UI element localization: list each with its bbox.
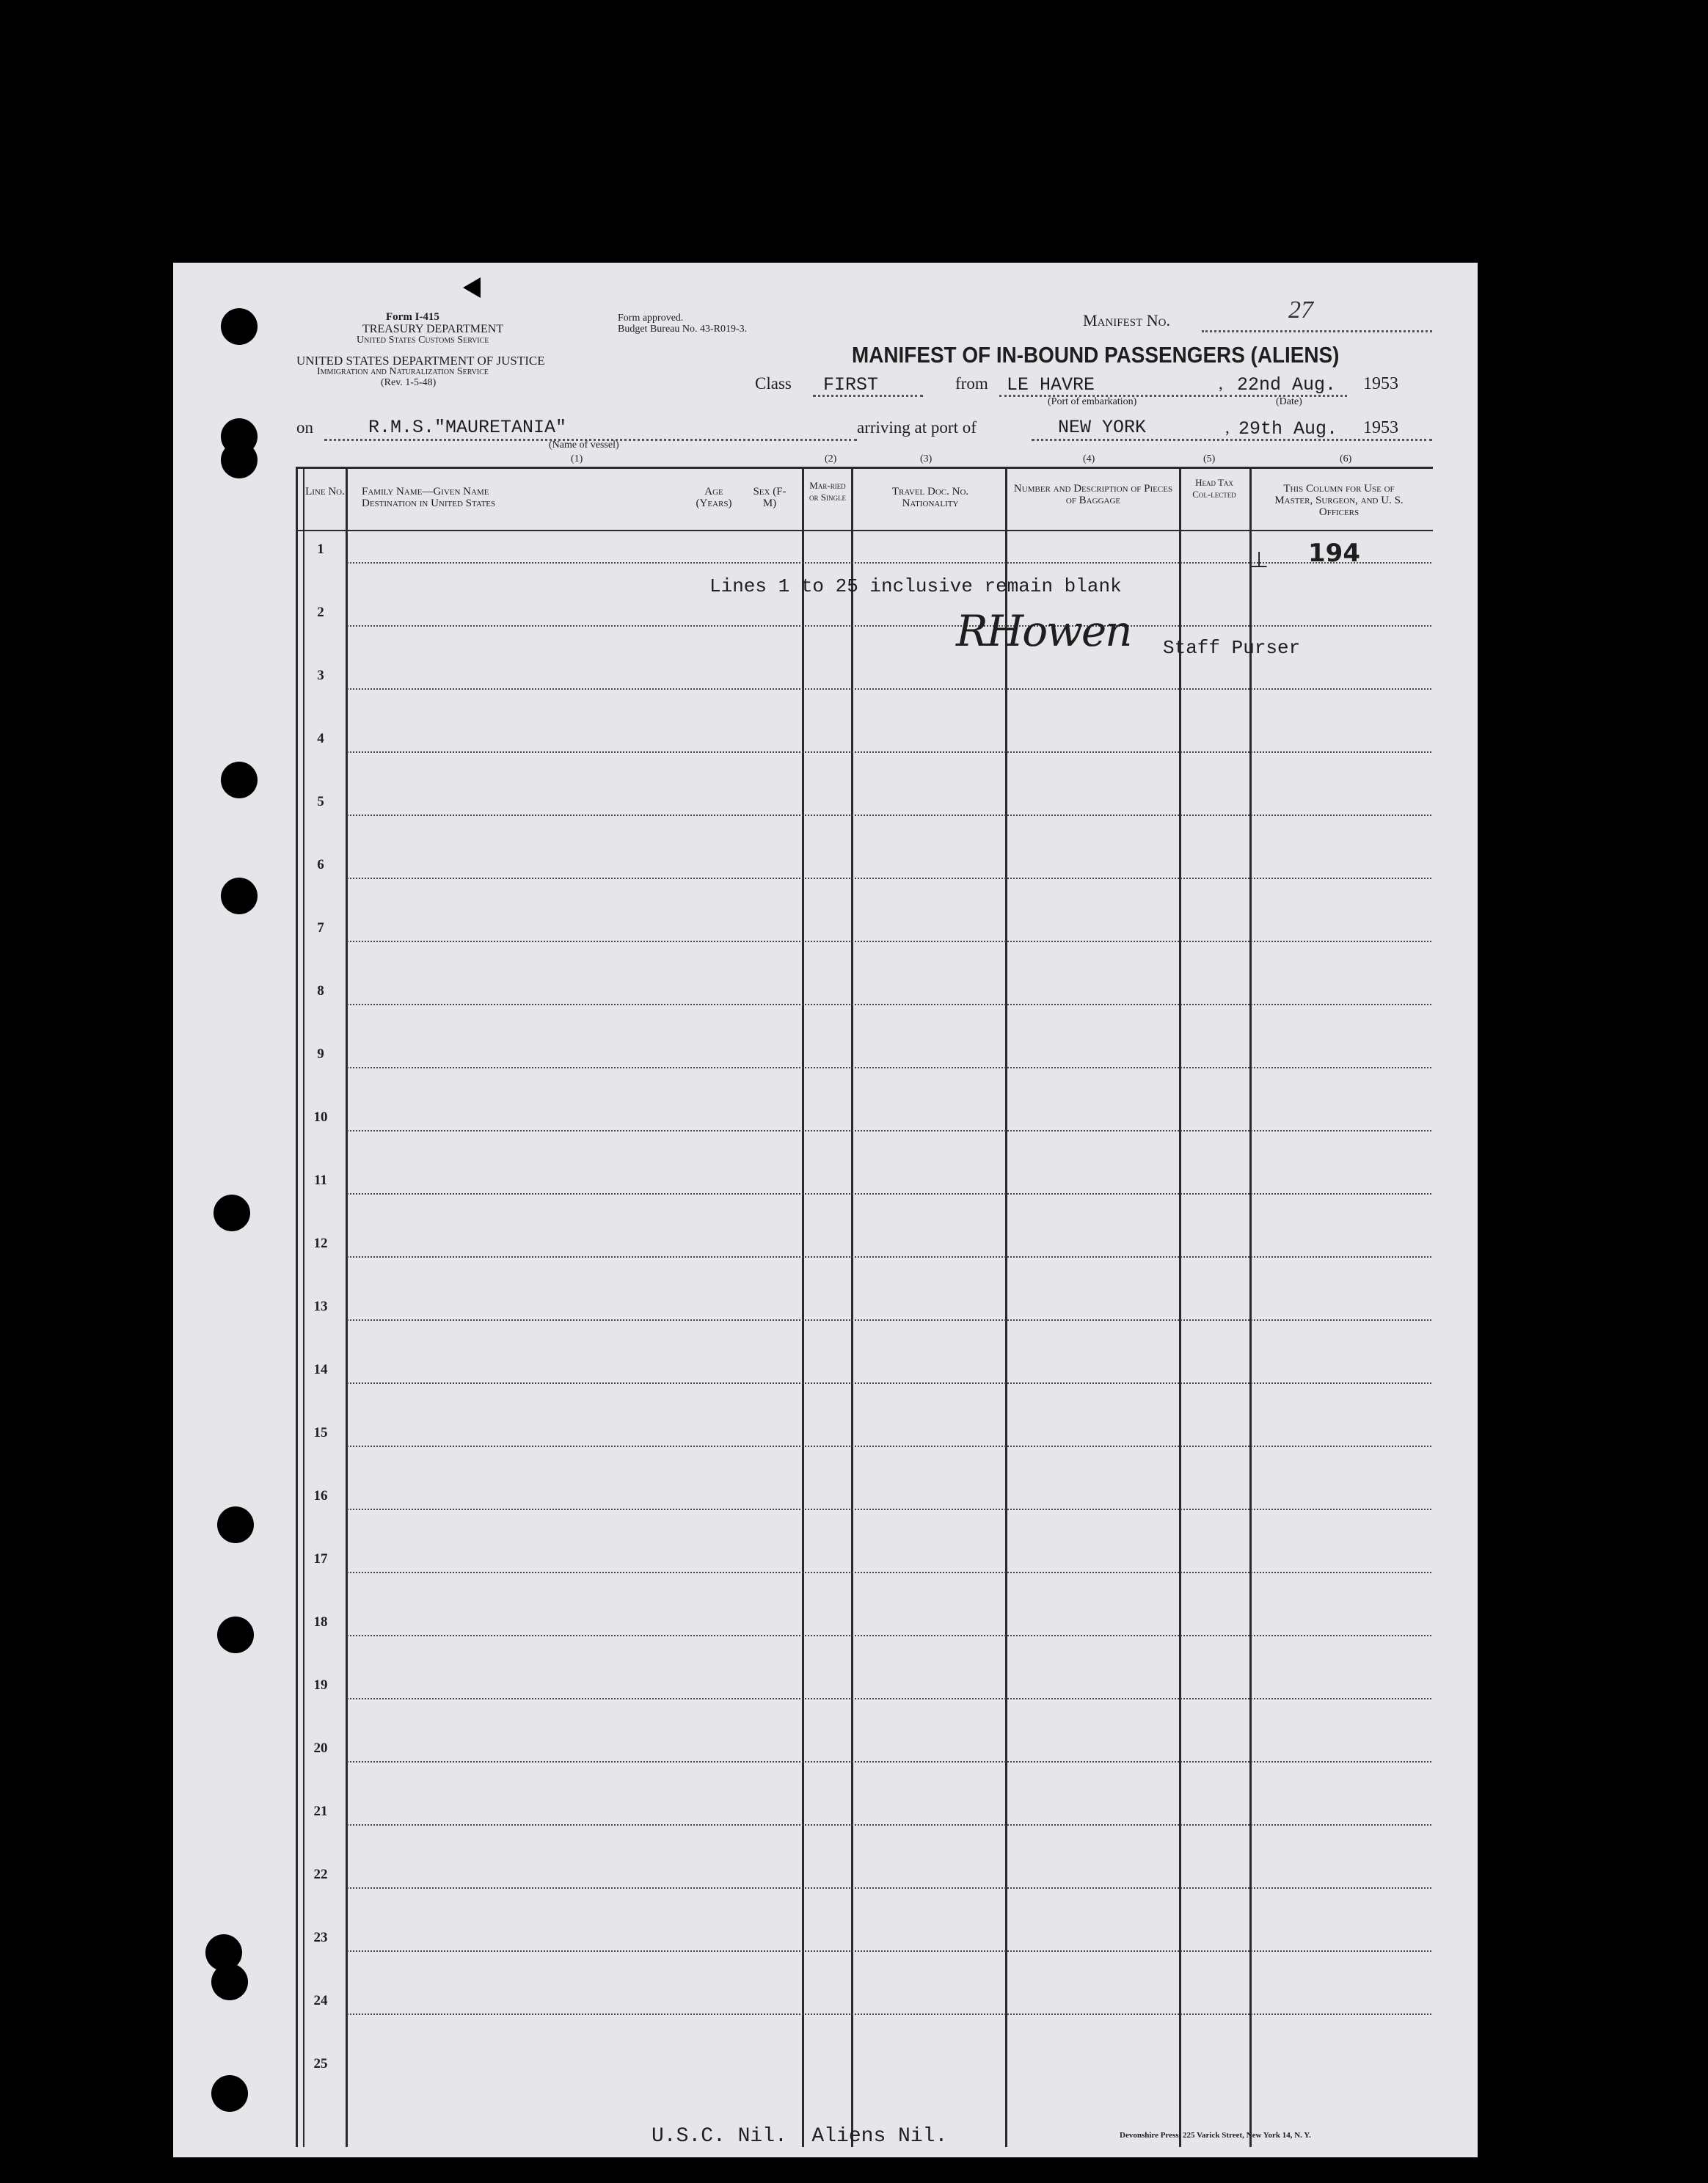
line-number: 25 <box>313 2056 328 2071</box>
class-label: Class <box>755 374 792 393</box>
line-number: 23 <box>313 1930 328 1945</box>
table-row <box>347 562 1431 564</box>
hdr-travel-doc: Travel Doc. No. Nationality <box>891 486 969 509</box>
vessel-caption: (Name of vessel) <box>549 440 619 451</box>
hdr-sex: Sex (F-M) <box>753 486 787 509</box>
table-row <box>347 1824 1431 1826</box>
comma-1: , <box>1219 374 1223 393</box>
line-number: 10 <box>313 1109 328 1125</box>
table-row <box>347 688 1431 690</box>
line-number: 22 <box>313 1867 328 1882</box>
col-number-4: (4) <box>1083 453 1095 464</box>
hdr-destination: Destination in United States <box>362 498 496 509</box>
header-bottom-rule <box>296 530 1433 531</box>
line-number: 9 <box>317 1046 324 1062</box>
port-embark: LE HAVRE <box>1007 374 1095 396</box>
table-row <box>347 814 1431 816</box>
printer-credit: Devonshire Press, 225 Varick Street, New York 14, N. Y. <box>1120 2131 1311 2140</box>
budget-bureau: Budget Bureau No. 43-R019-3. <box>618 324 748 335</box>
table-row <box>347 1887 1431 1889</box>
line-number: 15 <box>313 1425 328 1440</box>
table-row <box>347 1382 1431 1384</box>
port-embark-caption: (Port of embarkation) <box>1048 396 1137 407</box>
hdr-baggage: Number and Description of Pieces of Baggage <box>1013 483 1173 506</box>
hdr-head-tax: Head Tax Col-lected <box>1192 477 1236 500</box>
line-number: 5 <box>317 794 324 809</box>
punch-hole <box>221 878 258 914</box>
line-number: 21 <box>313 1804 328 1819</box>
table-row <box>347 941 1431 942</box>
punch-hole <box>217 1617 254 1653</box>
dept-justice: UNITED STATES DEPARTMENT OF JUSTICE <box>296 354 545 368</box>
table-row <box>347 1256 1431 1258</box>
signer-title: Staff Purser <box>1163 637 1301 659</box>
hdr-family-name: Family Name—Given Name <box>362 486 489 498</box>
line-number: 19 <box>313 1677 328 1693</box>
stamp-number: 194 <box>1308 539 1360 568</box>
col-rule <box>1179 467 1181 2147</box>
col-rule <box>802 467 804 2147</box>
col-rule <box>1005 467 1007 2147</box>
table-row <box>347 1004 1431 1005</box>
form-approved: Form approved. <box>618 313 684 324</box>
punch-hole <box>211 1964 248 2000</box>
table-row <box>347 878 1431 879</box>
line-number: 24 <box>313 1993 328 2008</box>
line-number: 13 <box>313 1299 328 1314</box>
year-1: 1953 <box>1363 374 1398 393</box>
col-rule <box>851 467 853 2147</box>
from-label: from <box>955 374 988 393</box>
table-row <box>347 1067 1431 1068</box>
vessel-name: R.M.S."MAURETANIA" <box>368 417 567 438</box>
year-2: 1953 <box>1363 418 1398 437</box>
line-number: 17 <box>313 1551 328 1567</box>
line-number: 3 <box>317 668 324 683</box>
table-top-rule <box>296 467 1433 469</box>
arrow-mark <box>463 277 481 298</box>
arriving-label: arriving at port of <box>857 418 977 437</box>
manifest-number: 27 <box>1288 296 1313 324</box>
table-row <box>347 1950 1431 1952</box>
line-number: 6 <box>317 857 324 872</box>
col-rule <box>296 467 298 2147</box>
punch-hole <box>213 1195 250 1231</box>
class-value: FIRST <box>823 374 879 396</box>
form-number: Form I-415 <box>386 311 439 323</box>
hdr-officers: This Column for Use of Master, Surgeon, and U. S. Officers <box>1274 483 1404 518</box>
line-number: 20 <box>313 1741 328 1756</box>
blank-lines-note: Lines 1 to 25 inclusive remain blank <box>709 575 1122 597</box>
col-rule <box>1249 467 1252 2147</box>
comma-2: , <box>1225 418 1230 437</box>
line-number: 16 <box>313 1488 328 1504</box>
stamp-mark: ⊥ <box>1249 548 1269 572</box>
line-number: 7 <box>317 920 324 936</box>
footer-note: U.S.C. Nil. Aliens Nil. <box>652 2125 948 2148</box>
table-row <box>347 751 1431 753</box>
table-row <box>347 1635 1431 1636</box>
port-arrival: NEW YORK <box>1058 417 1147 438</box>
line-number: 8 <box>317 983 324 999</box>
manifest-table <box>296 467 1433 2147</box>
embark-date: 22nd Aug. <box>1237 374 1337 396</box>
col-number-1: (1) <box>571 453 583 464</box>
manifest-sheet <box>173 263 1478 2157</box>
arrival-port-line <box>1032 439 1432 441</box>
line-number: 14 <box>313 1362 328 1377</box>
manifest-no-line <box>1202 330 1432 332</box>
table-row <box>347 625 1431 627</box>
page-title: MANIFEST OF IN-BOUND PASSENGERS (ALIENS) <box>852 342 1340 368</box>
punch-hole <box>221 308 258 345</box>
table-row <box>347 1572 1431 1573</box>
table-row <box>347 1509 1431 1510</box>
hdr-line-no: Line No. <box>305 486 345 498</box>
line-number: 1 <box>317 542 324 557</box>
punch-hole <box>217 1506 254 1543</box>
customs-service: United States Customs Service <box>357 335 489 346</box>
punch-hole <box>221 762 258 798</box>
line-number: 12 <box>313 1236 328 1251</box>
line-number: 11 <box>314 1173 327 1188</box>
purser-signature: RHowen <box>956 606 1131 656</box>
col-rule <box>346 467 348 2147</box>
manifest-label: Manifest No. <box>1083 311 1170 329</box>
col-number-5: (5) <box>1203 453 1216 464</box>
line-number: 2 <box>317 605 324 620</box>
table-row <box>347 1698 1431 1699</box>
arrival-date: 29th Aug. <box>1238 418 1338 440</box>
hdr-married: Mar-ried or Single <box>809 480 846 503</box>
punch-hole <box>211 2075 248 2112</box>
col-number-3: (3) <box>920 453 933 464</box>
punch-hole <box>221 442 258 478</box>
table-row <box>347 2013 1431 2015</box>
revision: (Rev. 1-5-48) <box>381 377 437 388</box>
col-number-6: (6) <box>1340 453 1352 464</box>
date-caption: (Date) <box>1276 396 1302 407</box>
line-number: 4 <box>317 731 324 746</box>
hdr-age: Age (Years) <box>696 486 732 509</box>
line-number: 18 <box>313 1614 328 1630</box>
table-row <box>347 1130 1431 1131</box>
col-number-2: (2) <box>825 453 837 464</box>
table-row <box>347 1193 1431 1195</box>
ins-service: Immigration and Naturalization Service <box>317 366 489 377</box>
table-row <box>347 1446 1431 1447</box>
on-label: on <box>296 418 313 437</box>
dept-treasury: TREASURY DEPARTMENT <box>362 323 504 335</box>
table-row <box>347 1761 1431 1763</box>
table-row <box>347 1319 1431 1321</box>
